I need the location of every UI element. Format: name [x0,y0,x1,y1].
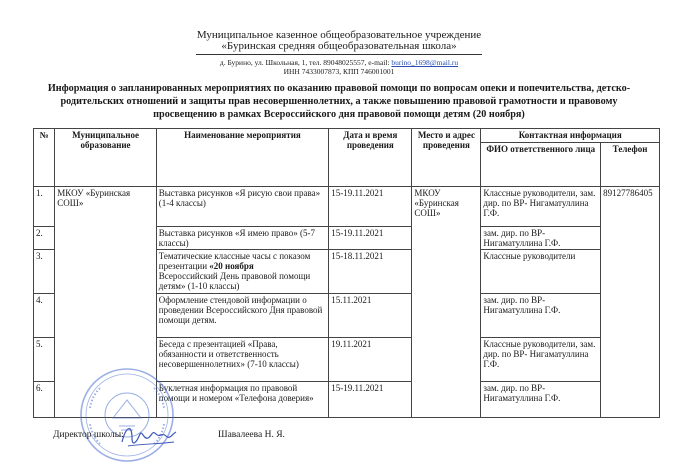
row-date: 15-19.11.2021 [329,227,412,250]
row-event: Оформление стендовой информации о проведении Всероссийского Дня правовой помощи детям. [156,294,328,338]
document-title: Информация о запланированных мероприятиях по оказанию правовой помощи по вопросам опеки и попечительства, детско-родительских отношений и защиты прав несовершеннолетних, а также повышению правовой грамотности и правовому просвещению в рамках Всероссийского дня правовой помощи детям (20 ноября) [47,83,631,120]
row-event: Выставка рисунков «Я имею право» (5-7 классы) [156,227,328,250]
row-event-text: Тематические классные часы с показом презентации [158,251,311,271]
municipality-cell: МКОУ «Буринская СОШ» [55,187,156,418]
place-cell: МКОУ «Буринская СОШ» [412,187,481,418]
header-num: № [34,129,55,187]
row-fio: зам. дир. по ВР- Нигаматуллина Г.Ф. [481,382,601,418]
header-date: Дата и время проведения [329,129,412,187]
row-num: 5. [34,338,55,382]
row-fio: Классные руководители [481,250,601,294]
header-contact: Контактная информация [481,129,660,143]
row-event: Беседа с презентацией «Права, обязанности и ответственность несовершеннолетних» (7-10 классы) [156,338,328,382]
row-date: 15.11.2021 [329,294,412,338]
header-divider [196,54,482,55]
table-row [34,187,660,227]
row-num: 6. [34,382,55,418]
header-municipality: Муниципальное образование [55,129,156,187]
row-date: 15-19.11.2021 [329,382,412,418]
row-event: Выставка рисунков «Я рисую свои права» (1-4 классы) [156,187,328,227]
header-place: Место и адрес проведения [412,129,481,187]
row-fio: Классные руководители, зам. дир. по ВР- Нигаматуллина Г.Ф. [481,338,601,382]
row-num: 1. [34,187,55,227]
row-fio: зам. дир. по ВР- Нигаматуллина Г.Ф. [481,294,601,338]
row-fio: зам. дир. по ВР- Нигаматуллина Г.Ф. [481,227,601,250]
org-name-line1: Муниципальное казенное общеобразовательное учреждение [196,29,482,41]
header-fio: ФИО ответственного лица [481,143,601,187]
inn-kpp: ИНН 7433007873, КПП 746001001 [283,67,395,76]
header-event: Наименование мероприятия [156,129,328,187]
row-event-bold: «20 ноября [209,261,254,271]
row-num: 4. [34,294,55,338]
director-name: Шавалеева Н. Я. [218,430,285,440]
row-date: 15-19.11.2021 [329,187,412,227]
row-fio: Классные руководители, зам. дир. по ВР- Нигаматуллина Г.Ф. [481,187,601,227]
director-signature [118,418,180,452]
org-name-line2: «Буринская средняя общеобразовательная школа» [221,40,457,52]
org-address [0,58,678,76]
row-date: 15-18.11.2021 [329,250,412,294]
address-text: д. Бурино, ул. Школьная, 1, тел. 89048025557, e-mail: [219,58,392,67]
row-event: Буклетная информация по правовой помощи и номером «Телефона доверия» [156,382,328,418]
header-phone: Телефон [601,143,660,187]
email-link[interactable]: burino_1698@mail.ru [391,58,459,67]
director-label: Директор школы: [53,430,124,440]
row-date: 19.11.2021 [329,338,412,382]
row-event [156,250,328,294]
row-num: 3. [34,250,55,294]
row-num: 2. [34,227,55,250]
phone-cell: 89127786405 [601,187,660,418]
row-event-text-2: Всероссийский День правовой помощи детям» (1-10 классы) [158,271,311,291]
